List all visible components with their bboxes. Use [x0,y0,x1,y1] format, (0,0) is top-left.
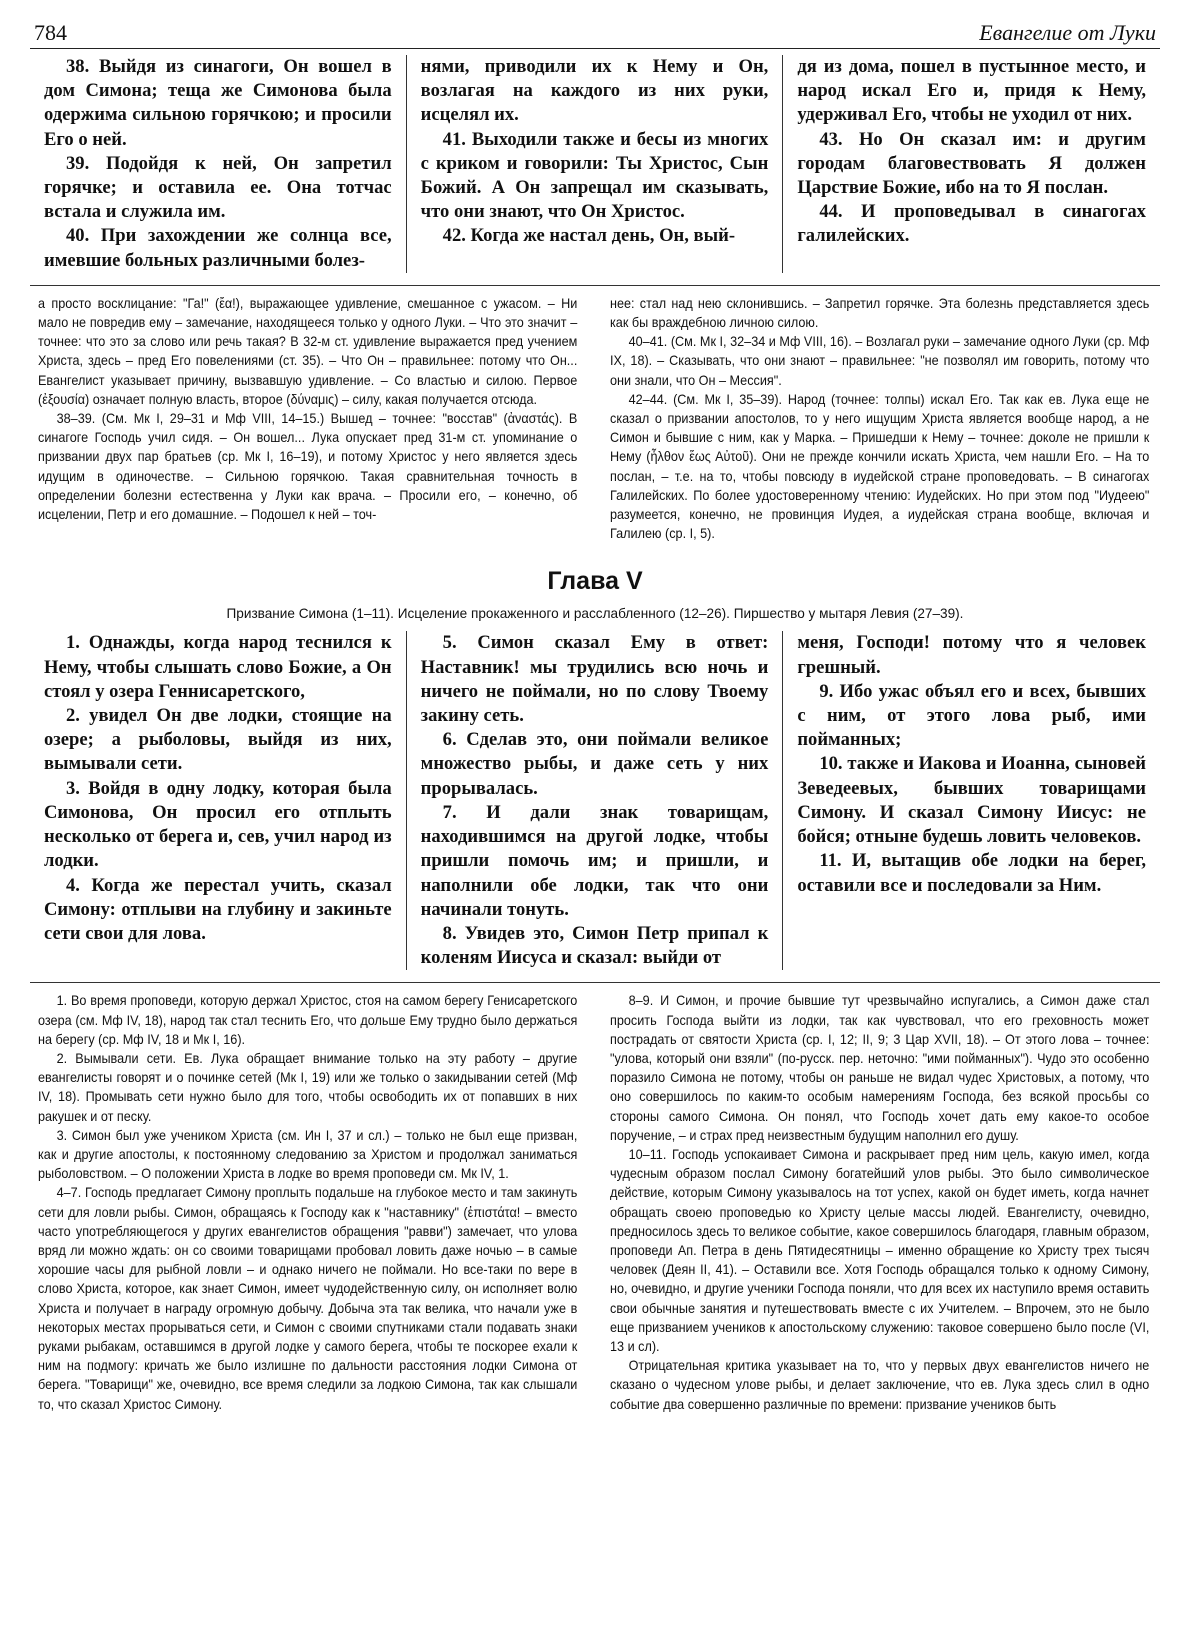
verse-6: 6. Сделав это, они поймали великое множество рыбы, и даже сеть у них прорывалась. [420,729,769,799]
divider [30,285,1160,286]
verse-43: 43. Но Он сказал им: и другим городам благовествовать Я должен Царствие Божие, ибо на то Я послан. [797,128,1146,199]
commentary-paragraph: 3. Симон был уже учеником Христа (см. Ин I, 37 и сл.) – только не был еще призван, как и другие апостолы, к постоянному следованию за Христом и продолжал заниматься рыболовством. – О положении Христа в лодке во время проповеди см. Мк IV, 1. [38,1127,578,1182]
commentary-paragraph: Отрицательная критика указывает на то, что у первых двух евангелистов ничего не сказано о чудесном улове рыбы, и делает заключение, что ев. Лука здесь слил в одно событие два совершенно различные по времени: призвание учеников быть [610,1358,1150,1412]
verse-11: 11. И, вытащив обе лодки на берег, оставили все и последовали за Ним. [797,850,1146,896]
verse-column-2 [407,631,784,970]
verse-8: 8. Увидев это, Симон Петр припал к коленям Иисуса и сказал: выйди от [420,922,769,969]
commentary-paragraph: 2. Вымывали сети. Ев. Лука обращает внимание только на эту работу – другие евангелисты говорят и о починке сетей (Мк I, 19) или же только о закидывании сетей (Мф IV, 18). Промывать сети нужно было для того, чтобы освободить их от попавших в них ракушек и от песку. [38,1050,578,1124]
verse-2: 2. увидел Он две лодки, стоящие на озере; а рыболовы, выйдя из них, вымывали сети. [44,705,392,775]
verse-4: 4. Когда же перестал учить, сказал Симону: отплыви на глубину и закиньте сети свои для лова. [44,874,392,944]
commentary-column-right [610,294,1149,544]
page-header [30,14,1160,49]
verse-1: 1. Однажды, когда народ теснился к Нему, чтобы слышать слово Божие, а Он стоял у озера Геннисаретского, [44,632,392,702]
commentary-block-chapter [30,991,1160,1413]
verse-42: 42. Когда же настал день, Он, вый- [442,225,736,247]
running-title: Евангелие от Луки [979,20,1156,45]
page-number: 784 [34,20,67,45]
verse-8-continued: меня, Господи! потому что я человек грешный. [797,632,1146,678]
chapter-title: Глава V [547,567,643,596]
verse-39: 39. Подойдя к ней, Он запретил горячке; и оставила ее. Она тотчас встала и служила им. [44,152,392,223]
commentary-column-left [38,991,577,1413]
verse-5: 5. Симон сказал Ему в ответ: Наставник! мы трудились всю ночь и ничего не поймали, но по слову Твоему закину сеть. [420,632,769,727]
commentary-column-left [38,294,577,544]
verse-40: 40. При захождении же солнца все, имевшие больных различными болез- [44,225,392,271]
page [30,14,1160,1624]
verse-9: 9. Ибо ужас объял его и всех, бывших с ним, от этого лова рыб, ими пойманных; [797,680,1146,751]
verse-column-3 [783,55,1160,273]
verse-column-3 [783,631,1160,970]
verse-42-continued: дя из дома, пошел в пустынное место, и народ искал Его и, придя к Нему, удерживал Его, чтобы не уходил от них. [797,56,1146,126]
verse-44: 44. И проповедывал в синагогах галилейских. [797,201,1146,247]
commentary-paragraph: 8–9. И Симон, и прочие бывшие тут чрезвычайно испугались, а Симон даже стал просить Господа выйти из лодки, так как чувствовал, что его греховность может пострадать от святости Христа (ср. I, 12; II, 9; 3 Цар XVII, 18). – От этого лова – точнее: "улова, который они взяли" (по-русск. пер. неточно: "ими пойманных"). Чудо это особенно поразило Симона не потому, чтобы он раньше не видал чудес Христовых, а потому, что оно совершилось по каким-то особым намерениям Господа, без всякой просьбы со стороны самого Симона. Он понял, что Господь хочет дать ему какое-то особое поручение, – и страх пред неизвестным будущим наполнил его душу. [610,993,1150,1143]
commentary-paragraph: 38–39. (См. Мк I, 29–31 и Мф VIII, 14–15.) Вышед – точнее: "восстав" (ἀναστάς). В синагоге Господь учил сидя. – Он вошел... Лука опускает пред 31-м ст. упоминание о призвании двух пар братьев (ср. Мк I, 16–19), и потому Христос у него является здесь идущим в одиночестве. – Сильною горячкою. Такая сравнительная точность в определении болезни естественна у Луки как врача. – Просили его, – конечно, об исцелении, Петр и его домашние. – Подошел к ней – точ- [38,411,578,523]
verse-40-continued: нями, приводили их к Нему и Он, возлагая на каждого из них руки, исцелял их. [420,56,769,126]
commentary-block-top [30,294,1160,544]
divider [30,982,1160,983]
commentary-paragraph: 1. Во время проповеди, которую держал Христос, стоя на самом берегу Генисаретского озера (см. Мф IV, 18), народ так стал теснить Его, что дольше Ему трудно было держаться на берегу (ср. Мф IV, 18 и Мк I, 16). [38,993,578,1047]
verse-block-chapter [30,631,1160,970]
verse-column-2 [407,55,784,273]
commentary-paragraph: 40–41. (См. Мк I, 32–34 и Мф VIII, 16). – Возлагал руки – замечание одного Луки (ср. Мф IX, 18). – Сказывать, что они знают – правильнее: "не позволял им говорить, потому что они знали, что Он – Мессия". [610,334,1150,388]
commentary-column-right [610,991,1149,1413]
commentary-paragraph: 42–44. (См. Мк I, 35–39). Народ (точнее: толпы) искал Его. Так как ев. Лука еще не сказал о призвании апостолов, то у него ищущим Христа является вообще народ, а не Симон и бывшие с ним, как у Марка. – Пришедши к Нему – точнее: доколе не пришли к Нему (ἦλθον ἕως Αὐτοῦ). Они не прежде кончили искать Христа, чем нашли Его. – На то послан, – т.е. на то, чтобы повсюду в иудейской стране проповедовать. – В синагогах Галилейских. По более удостоверенному чтению: Иудейских. Но при этом под "Иудеею" разумеется, конечно, не провинция Иудея, а иудейская страна вообще, включая и Галилею (ср. I, 5). [610,391,1150,542]
verse-3: 3. Войдя в одну лодку, которая была Симонова, Он просил его отплыть несколько от берега и, сев, учил народ из лодки. [44,777,392,872]
verse-38: 38. Выйдя из синагоги, Он вошел в дом Симона; теща же Симонова была одержима сильною горячкою; и просили Его о ней. [44,56,392,150]
commentary-paragraph: 10–11. Господь успокаивает Симона и раскрывает пред ним цель, какую имел, когда чудесным образом послал Симону богатейший улов рыбы. Это было символическое действие, которым Симону указывалось на тот успех, какой он будет иметь, когда начнет обращать своею проповедью ко Христу целые массы людей. Евангелисту, очевидно, предносилось здесь то великое событие, какое совершилось благодаря, главным образом, проповеди Ап. Петра в день Пятидесятницы – именно обращение ко Христу трех тысяч человек (Деян II, 41). – Оставили все. Хотя Господь обращался только к одному Симону, но, очевидно, и другие ученики Господа поняли, что для всех их наступило время оставить свои обычные занятия и путешествовать вместе с их Учителем. – Впрочем, это не было еще призванием учеников к апостольскому служению: таковое совершено было после (VI, 13 и сл). [610,1146,1150,1354]
verse-41: 41. Выходили также и бесы из многих с криком и говорили: Ты Христос, Сын Божий. А Он запрещал им сказывать, что они знают, что Он Христос. [420,128,769,223]
verse-column-1 [30,55,407,273]
verse-block-top [30,55,1160,273]
commentary-paragraph: а просто восклицание: "Га!" (ἔα!), выражающее удивление, смешанное с ужасом. – Ни мало не повредив ему – замечание, находящееся только у одного Луки. – Что это значит – точнее: что это за слово или речь такая? В 32-м ст. удивление выражается пред учением Христа, здесь – пред Его повелениями (ст. 35). – Что Он – правильнее: потому что Он... Евангелист указывает причину, вызвавшую удивление. – Со властью и силою. Первое (ἐξουσία) означает полную власть, второе (δύναμις) – силу, какая получается отсюда. [38,295,578,407]
verse-column-1 [30,631,407,970]
verse-7: 7. И дали знак товарищам, находившимся на другой лодке, чтобы пришли помочь им; и пришли, и наполнили обе лодки, так что они начинали тонуть. [420,801,769,920]
verse-10: 10. также и Иакова и Иоанна, сыновей Зеведеевых, бывших товарищами Симону. И сказал Симону Иисус: не бойся; отныне будешь ловить человеков. [797,753,1146,848]
commentary-paragraph: 4–7. Господь предлагает Симону проплыть подальше на глубокое место и там закинуть сети для ловли рыбы. Симон, обращаясь к Господу как к "наставнику" (ἐπιστάτα! – вместо часто употребляющегося у других евангелистов обращения "равви") замечает, что улова вряд ли можно ждать: он со своими товарищами пробовал ловить даже ночью – в самые хорошие часы для рыбной ловли – и однако ничего не поймали. Но все-таки по вере в слово Христа, которое, как знает Симон, имеет чудодейственную силу, он исполняет волю Христа и получает в награду огромную добычу. Добыча эта так велика, что начали уже в некоторых местах прорываться сети, и Симон с своими спутниками стали подавать знаки руками рыбакам, оставшимся в другой лодке у самого берега, чтобы те поскорее ехали к ним на подмогу: кричать же было излишне по дальности расстояния лодки Симона от берега. "Товарищи" же, очевидно, все время следили за лодкою Симона, так как слышали то, что сказал Христос Симону. [38,1185,578,1412]
commentary-paragraph: нее: стал над нею склонившись. – Запретил горячке. Эта болезнь представляется здесь как бы враждебною личною силою. [610,295,1150,331]
chapter-subtitle: Призвание Симона (1–11). Исцеление прокаженного и расслабленного (12–26). Пиршество у мытаря Левия (27–39). [226,606,964,622]
